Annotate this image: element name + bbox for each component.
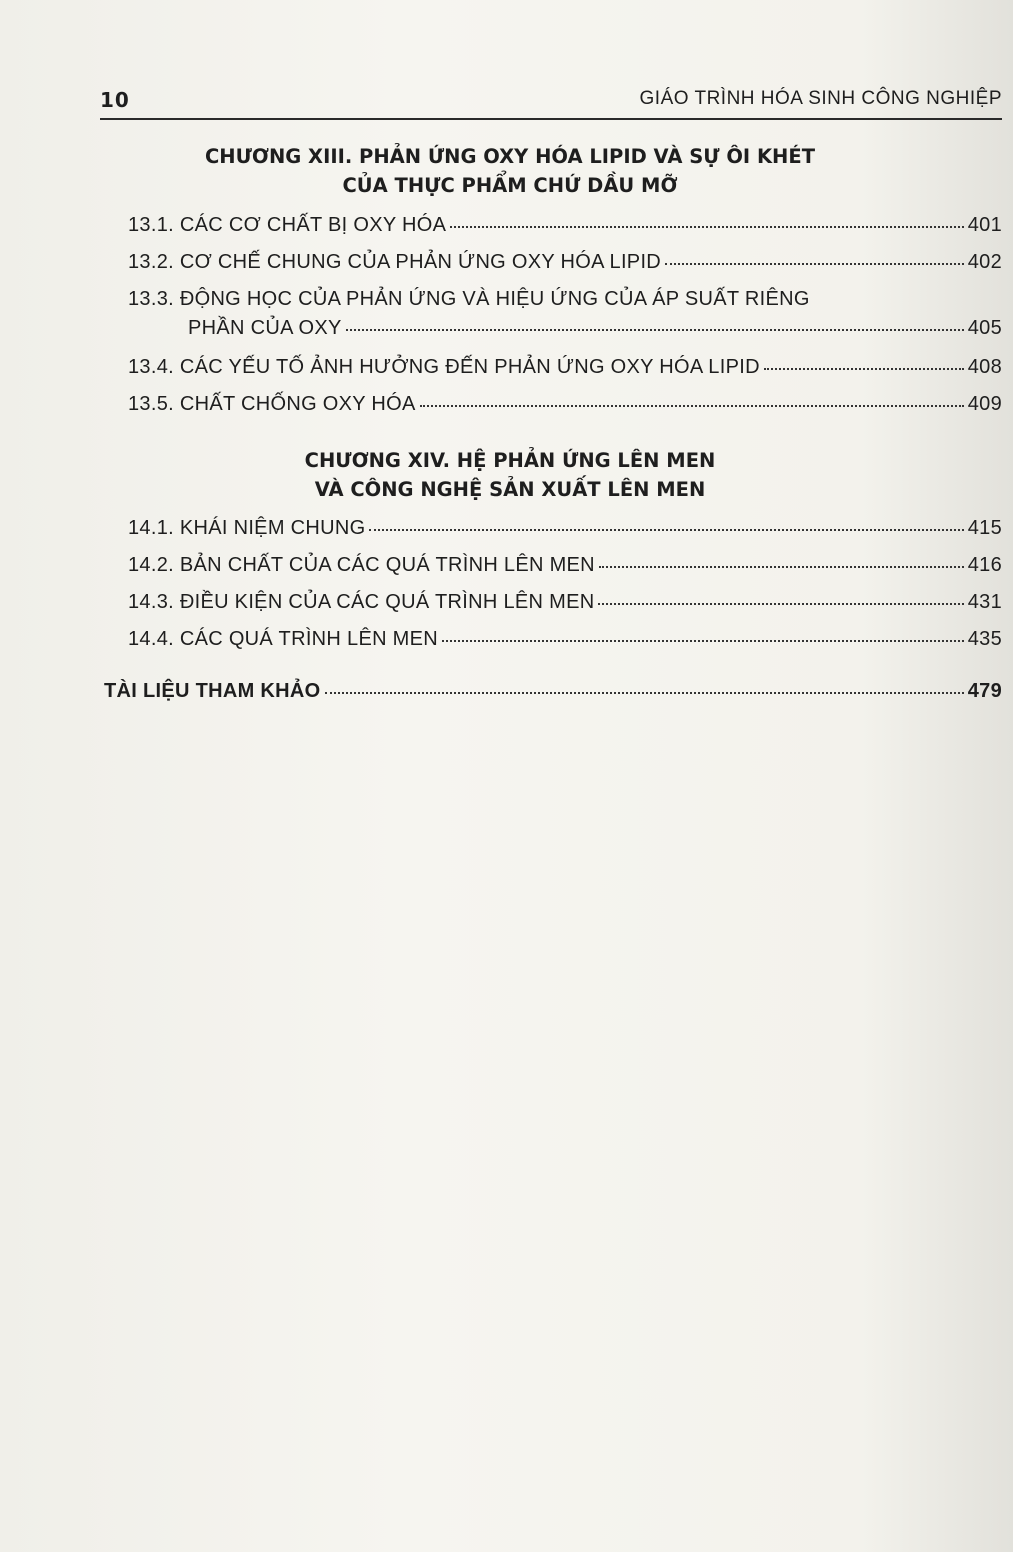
toc-entry-label: 14.3. ĐIỀU KIỆN CỦA CÁC QUÁ TRÌNH LÊN MEN — [128, 591, 595, 613]
toc-entry-page: 408 — [967, 356, 1002, 378]
chapter-14-title — [130, 446, 890, 504]
leader-dots — [665, 262, 964, 265]
references-page: 479 — [967, 680, 1002, 702]
leader-dots — [442, 639, 964, 642]
leader-dots — [369, 528, 963, 531]
toc-entry[interactable] — [128, 393, 1002, 416]
toc-entry-label[interactable]: 13.3. ĐỘNG HỌC CỦA PHẢN ỨNG VÀ HIỆU ỨNG CỦA ÁP SUẤT RIÊNG — [128, 288, 810, 310]
references-entry[interactable] — [104, 680, 1002, 703]
references-label: TÀI LIỆU THAM KHẢO — [104, 680, 321, 702]
toc-entry-page: 405 — [967, 317, 1002, 339]
toc-entry-label: 13.2. CƠ CHẾ CHUNG CỦA PHẢN ỨNG OXY HÓA LIPID — [128, 251, 662, 273]
toc-entry[interactable] — [188, 317, 1002, 340]
toc-entry-label: 13.5. CHẤT CHỐNG OXY HÓA — [128, 393, 416, 415]
leader-dots — [598, 602, 963, 605]
chapter-13-title — [130, 142, 890, 200]
chapter-title-line: VÀ CÔNG NGHỆ SẢN XUẤT LÊN MEN — [314, 478, 706, 501]
toc-entry-page: 402 — [967, 251, 1002, 273]
toc-entry[interactable] — [128, 554, 1002, 577]
page-header — [100, 88, 1002, 116]
page-number: 10 — [100, 88, 130, 112]
toc-entry-label: 14.1. KHÁI NIỆM CHUNG — [128, 517, 366, 539]
toc-entry[interactable] — [128, 356, 1002, 379]
chapter-title-line: CHƯƠNG XIII. PHẢN ỨNG OXY HÓA LIPID VÀ SỰ ÔI KHÉT — [204, 145, 815, 168]
toc-entry-page: 401 — [967, 214, 1002, 236]
toc-entry-label-continued: PHẦN CỦA OXY — [188, 317, 342, 339]
leader-dots — [346, 328, 964, 331]
toc-entry-page: 416 — [967, 554, 1002, 576]
toc-entry[interactable] — [128, 517, 1002, 540]
toc-entry-label: 13.1. CÁC CƠ CHẤT BỊ OXY HÓA — [128, 214, 447, 236]
chapter-title-line: CỦA THỰC PHẨM CHỨ DẦU MỠ — [342, 174, 678, 197]
toc-entry-page: 431 — [967, 591, 1002, 613]
toc-entry-page: 435 — [967, 628, 1002, 650]
toc-entry[interactable] — [128, 251, 1002, 274]
leader-dots — [450, 225, 963, 228]
toc-entry[interactable] — [128, 628, 1002, 651]
toc-entry-page: 415 — [967, 517, 1002, 539]
book-title: GIÁO TRÌNH HÓA SINH CÔNG NGHIỆP — [639, 88, 1002, 109]
toc-entry[interactable] — [128, 591, 1002, 614]
toc-entry-label: 14.4. CÁC QUÁ TRÌNH LÊN MEN — [128, 628, 439, 650]
leader-dots — [325, 691, 964, 694]
toc-entry-page: 409 — [967, 393, 1002, 415]
header-rule — [100, 118, 1002, 120]
chapter-title-line: CHƯƠNG XIV. HỆ PHẢN ỨNG LÊN MEN — [304, 449, 716, 472]
leader-dots — [599, 565, 964, 568]
leader-dots — [764, 367, 964, 370]
toc-entry-label: 14.2. BẢN CHẤT CỦA CÁC QUÁ TRÌNH LÊN MEN — [128, 554, 595, 576]
toc-entry[interactable] — [128, 214, 1002, 237]
toc-entry-label: 13.4. CÁC YẾU TỐ ẢNH HƯỞNG ĐẾN PHẢN ỨNG OXY HÓA LIPID — [128, 356, 760, 378]
leader-dots — [420, 404, 964, 407]
